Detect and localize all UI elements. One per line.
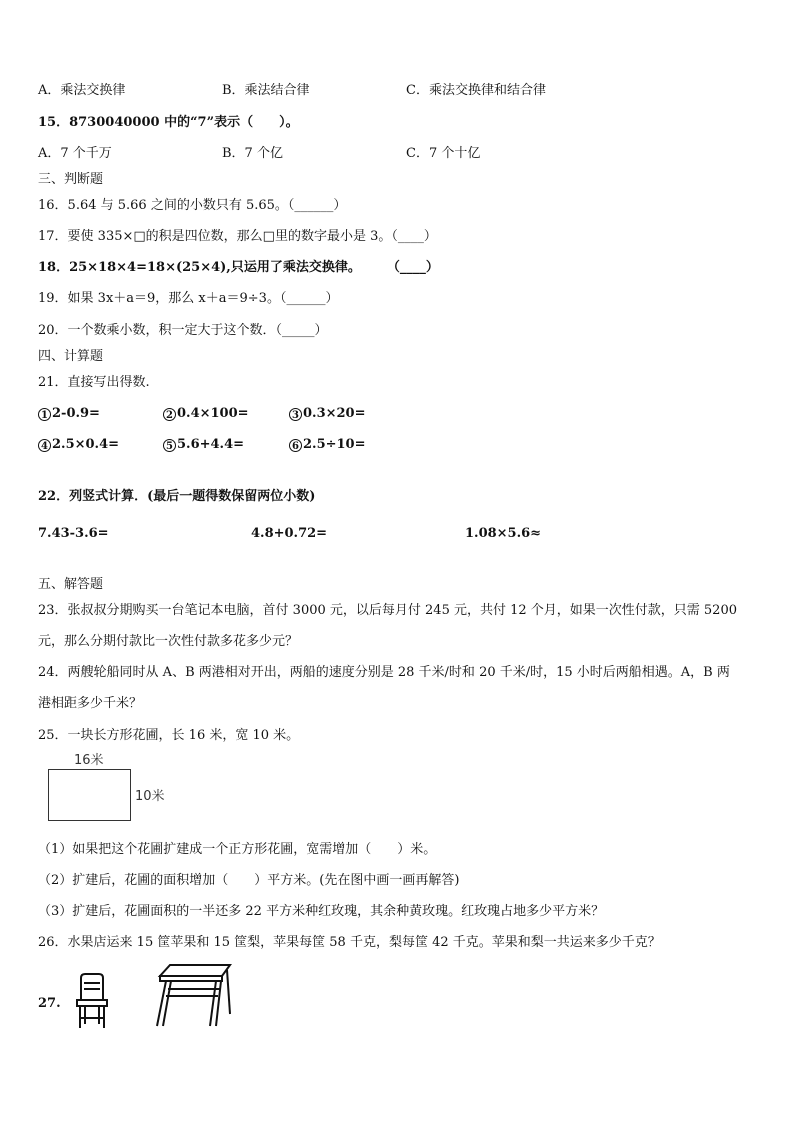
q27-number: 27. bbox=[38, 996, 61, 1011]
circled-number: 1 bbox=[38, 408, 51, 421]
q21-expr: 0.3×20= bbox=[303, 406, 366, 421]
q22-expr-3: 1.08×5.6≈ bbox=[465, 526, 542, 541]
circled-number: 2 bbox=[163, 408, 176, 421]
q25-part-3: （3）扩建后，花圃面积的一半还多 22 平方米种红玫瑰，其余种黄玫瑰。红玫瑰占地多少平方米？ bbox=[38, 904, 605, 919]
q15-option-a: A．7 个千万 bbox=[38, 146, 112, 161]
q21-item-3 bbox=[289, 405, 366, 423]
circled-number: 4 bbox=[38, 439, 51, 452]
q15-option-c: C．7 个十亿 bbox=[406, 146, 481, 161]
section-heading-calculation: 四、计算题 bbox=[38, 349, 104, 364]
q25-part-2: （2）扩建后，花圃的面积增加（ ）平方米。(先在图中画一画再解答) bbox=[38, 873, 460, 888]
desk-picture bbox=[154, 962, 234, 1030]
q21-expr: 0.4×100= bbox=[177, 406, 249, 421]
q14-option-a: A．乘法交换律 bbox=[38, 83, 126, 98]
chair-picture bbox=[72, 972, 112, 1030]
section-heading-word-problems: 五、解答题 bbox=[38, 577, 104, 592]
q22-expr-2: 4.8+0.72= bbox=[251, 526, 328, 541]
q23-line-2: 元，那么分期付款比一次性付款多花多少元？ bbox=[38, 634, 299, 649]
q21-stem: 21．直接写出得数. bbox=[38, 375, 150, 390]
q21-expr: 5.6+4.4= bbox=[177, 437, 245, 452]
circled-number: 6 bbox=[289, 439, 302, 452]
q19: 19．如果 3x＋a＝9，那么 x＋a＝9÷3。（______） bbox=[38, 291, 339, 306]
q22-stem: 22．列竖式计算．(最后一题得数保留两位小数) bbox=[38, 489, 316, 504]
q18: 18．25×18×4=18×(25×4),只运用了乘法交换律。 （____） bbox=[38, 260, 439, 275]
q21-item-1 bbox=[38, 405, 100, 423]
q24-line-2: 港相距多少千米？ bbox=[38, 696, 143, 711]
q22-expr-1: 7.43-3.6= bbox=[38, 526, 109, 541]
figure-width-label: 10米 bbox=[135, 789, 165, 804]
q15-stem: 15．8730040000 中的“7”表示（ ）。 bbox=[38, 115, 299, 130]
q24-line-1: 24．两艘轮船同时从 A、B 两港相对开出，两船的速度分别是 28 千米/时和 20 千米/时，15 小时后两船相遇。A，B 两 bbox=[38, 665, 730, 680]
q20: 20．一个数乘小数，积一定大于这个数．（_____） bbox=[38, 323, 328, 338]
q23-line-1: 23．张叔叔分期购买一台笔记本电脑，首付 3000 元，以后每月付 245 元，共付 12 个月，如果一次性付款，只需 5200 bbox=[38, 603, 737, 618]
q21-item-5 bbox=[163, 436, 244, 454]
garden-rectangle-figure bbox=[48, 769, 131, 821]
q15-option-b: B．7 个亿 bbox=[222, 146, 283, 161]
figure-length-label: 16米 bbox=[74, 753, 104, 768]
q21-item-4 bbox=[38, 436, 119, 454]
q21-item-6 bbox=[289, 436, 366, 454]
q17: 17．要使 335×□的积是四位数，那么□里的数字最小是 3。（____） bbox=[38, 229, 437, 244]
q26: 26．水果店运来 15 筐苹果和 15 筐梨，苹果每筐 58 千克，梨每筐 42 千克。苹果和梨一共运来多少千克？ bbox=[38, 935, 661, 950]
q16: 16．5.64 与 5.66 之间的小数只有 5.65。（______） bbox=[38, 198, 347, 213]
q21-expr: 2.5÷10= bbox=[303, 437, 366, 452]
q14-option-b: B．乘法结合律 bbox=[222, 83, 310, 98]
circled-number: 3 bbox=[289, 408, 302, 421]
q21-item-2 bbox=[163, 405, 249, 423]
q21-expr: 2-0.9= bbox=[52, 406, 100, 421]
circled-number: 5 bbox=[163, 439, 176, 452]
q21-expr: 2.5×0.4= bbox=[52, 437, 120, 452]
q25-part-1: （1）如果把这个花圃扩建成一个正方形花圃，宽需增加（ ）米。 bbox=[38, 842, 437, 857]
q14-option-c: C．乘法交换律和结合律 bbox=[406, 83, 546, 98]
q25-stem: 25．一块长方形花圃，长 16 米，宽 10 米。 bbox=[38, 728, 300, 743]
section-heading-judgement: 三、判断题 bbox=[38, 172, 104, 187]
